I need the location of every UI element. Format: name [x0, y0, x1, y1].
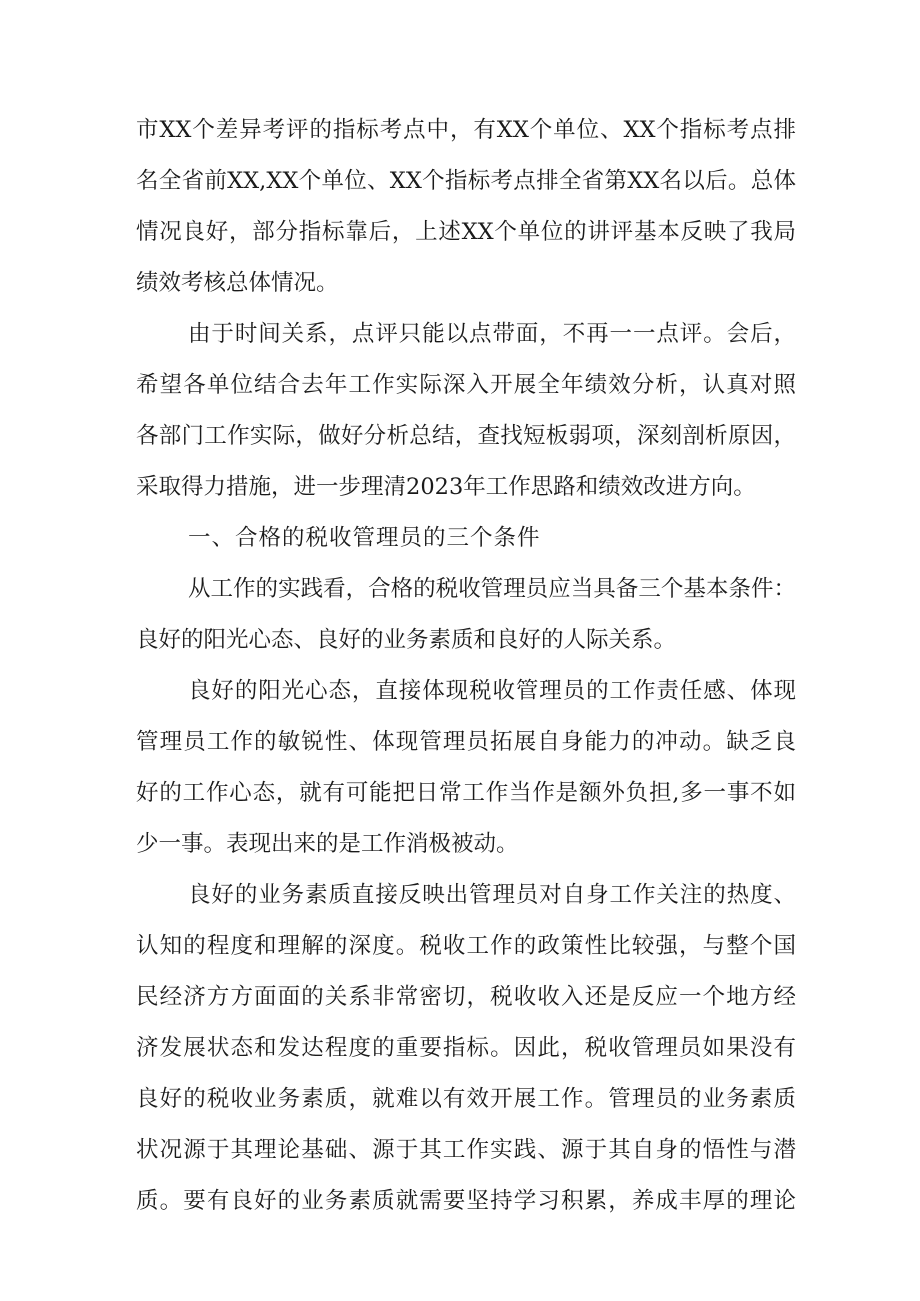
paragraph-2-line-3: 各部门工作实际，做好分析总结，查找短板弱项，深刻剖析原因，	[136, 423, 796, 449]
paragraph-3-line-1: 从工作的实践看，合格的税收管理员应当具备三个基本条件：	[188, 576, 796, 602]
paragraph-2-line-1: 由于时间关系，点评只能以点带面，不再一一点评。会后，	[188, 321, 796, 347]
paragraph-1-line-4: 绩效考核总体情况。	[136, 270, 339, 296]
paragraph-5-line-7: 质。要有良好的业务素质就需要坚持学习积累，养成丰厚的理论	[136, 1188, 796, 1214]
paragraph-4-line-2: 管理员工作的敏锐性、体现管理员拓展自身能力的冲动。缺乏良	[136, 729, 796, 755]
paragraph-4-line-3: 好的工作心态，就有可能把日常工作当作是额外负担,多一事不如	[136, 780, 796, 806]
paragraph-4-line-1: 良好的阳光心态，直接体现税收管理员的工作责任感、体现	[188, 678, 796, 704]
paragraph-1-line-1: 市XX个差异考评的指标考点中，有XX个单位、XX个指标考点排	[136, 117, 796, 143]
paragraph-5-line-5: 良好的税收业务素质，就难以有效开展工作。管理员的业务素质	[136, 1086, 796, 1112]
paragraph-5-line-3: 民经济方方面面的关系非常密切，税收收入还是反应一个地方经	[136, 984, 796, 1010]
paragraph-2-line-2: 希望各单位结合去年工作实际深入开展全年绩效分析，认真对照	[136, 372, 796, 398]
paragraph-1-line-3: 情况良好，部分指标靠后，上述XX个单位的讲评基本反映了我局	[136, 219, 796, 245]
paragraph-3-line-2: 良好的阳光心态、良好的业务素质和良好的人际关系。	[136, 627, 677, 653]
paragraph-5-line-2: 认知的程度和理解的深度。税收工作的政策性比较强，与整个国	[136, 933, 796, 959]
paragraph-5-line-6: 状况源于其理论基础、源于其工作实践、源于其自身的悟性与潜	[136, 1137, 796, 1163]
section-heading: 一、合格的税收管理员的三个条件	[188, 525, 541, 551]
paragraph-5-line-4: 济发展状态和发达程度的重要指标。因此，税收管理员如果没有	[136, 1035, 796, 1061]
paragraph-4-line-4: 少一事。表现出来的是工作消极被动。	[136, 831, 519, 857]
paragraph-5-line-1: 良好的业务素质直接反映出管理员对自身工作关注的热度、	[188, 882, 796, 908]
paragraph-1-line-2: 名全省前XX,XX个单位、XX个指标考点排全省第XX名以后。总体	[136, 168, 796, 194]
paragraph-2-line-4: 采取得力措施，进一步理清2023年工作思路和绩效改进方向。	[136, 474, 756, 500]
